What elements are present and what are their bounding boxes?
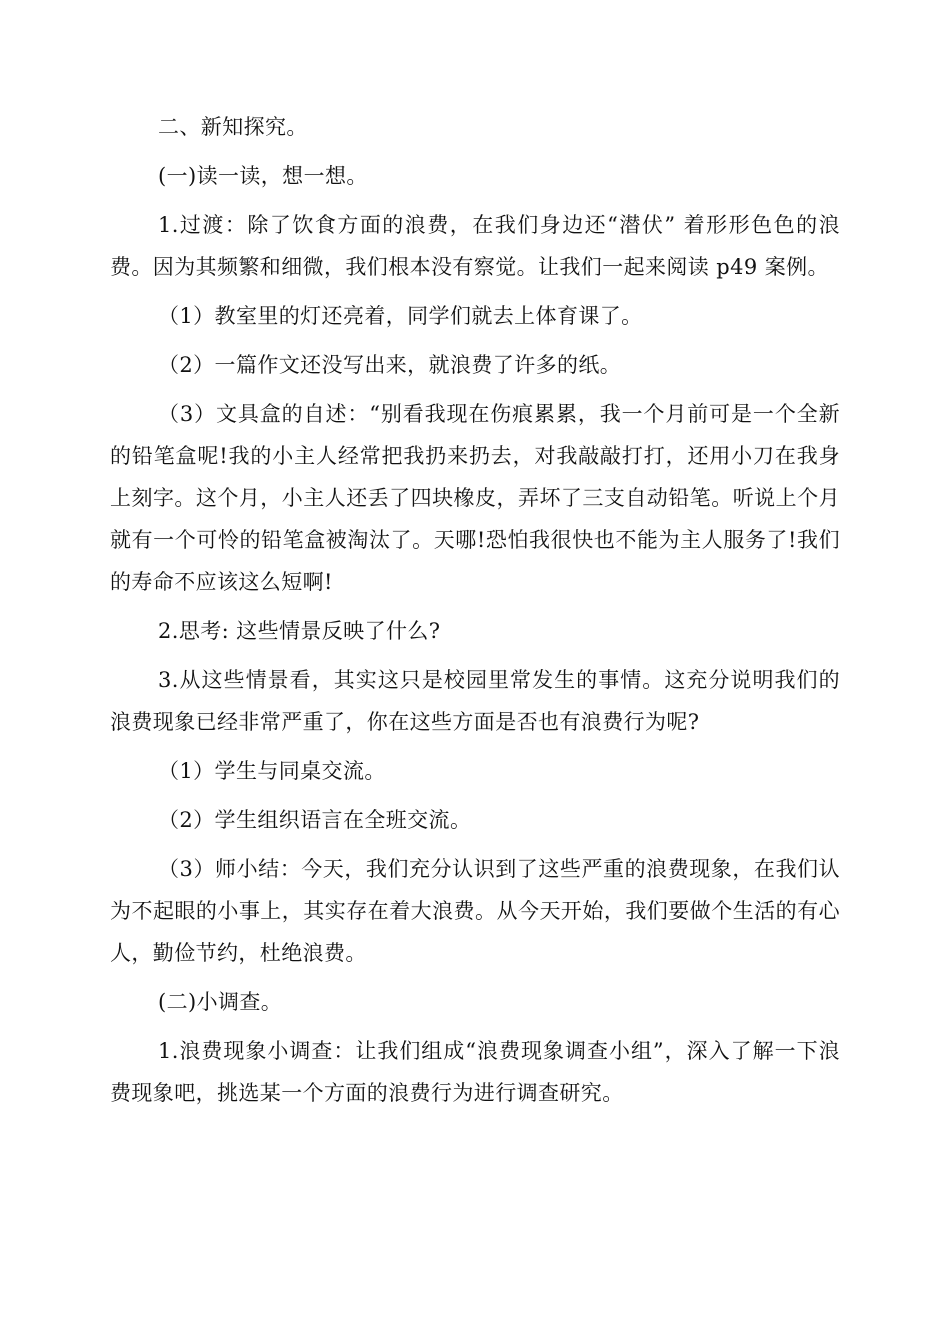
subsection-heading: (一)读一读，想一想。 [158,164,368,188]
section-heading: 二、新知探究。 [158,115,308,139]
list-item: （1）教室里的灯还亮着，同学们就去上体育课了。 [158,304,643,328]
list-item: （1）学生与同桌交流。 [158,759,386,783]
subsection-heading: (二)小调查。 [158,990,283,1014]
list-item: （3）文具盒的自述：“别看我现在伤痕累累，我一个月前可是一个全新的铅笔盒呢!我的小主人经常把我扔来扔去，对我敲敲打打，还用小刀在我身上刻字。这个月，小主人还丢了四块橡皮，弄坏了三支自动铅笔。听说上个月就有一个可怜的铅笔盒被淘汰了。天哪!恐怕我很快也不能为主人服务了!我们的寿命不应该这么短啊! [110,402,840,594]
list-item: （2）学生组织语言在全班交流。 [158,808,472,832]
paragraph: 1.浪费现象小调查：让我们组成“浪费现象调查小组”，深入了解一下浪费现象吧，挑选某一个方面的浪费行为进行调查研究。 [110,1039,840,1105]
list-item: （3）师小结：今天，我们充分认识到了这些严重的浪费现象，在我们认为不起眼的小事上，其实存在着大浪费。从今天开始，我们要做个生活的有心人，勤俭节约，杜绝浪费。 [110,857,840,965]
paragraph: 1.过渡：除了饮食方面的浪费，在我们身边还“潜伏” 着形形色色的浪费。因为其频繁和细微，我们根本没有察觉。让我们一起来阅读 p49 案例。 [110,213,840,279]
paragraph: 3.从这些情景看，其实这只是校园里常发生的事情。这充分说明我们的浪费现象已经非常严重了，你在这些方面是否也有浪费行为呢? [110,668,840,734]
document-body [110,106,840,1121]
paragraph: 2.思考: 这些情景反映了什么? [158,619,441,643]
list-item: （2）一篇作文还没写出来，就浪费了许多的纸。 [158,353,622,377]
